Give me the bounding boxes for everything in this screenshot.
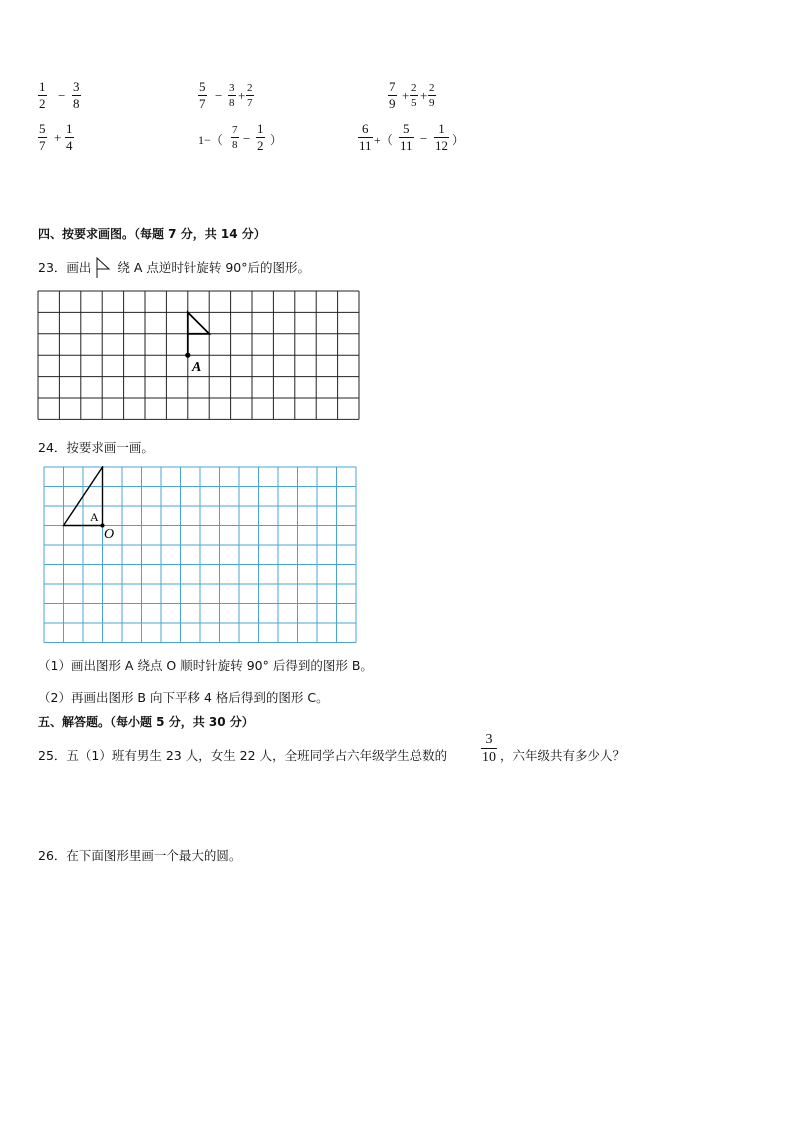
fraction: 1 2 xyxy=(257,121,264,153)
question-23 xyxy=(38,257,310,279)
operator: − xyxy=(243,131,251,146)
fraction: 2 9 xyxy=(429,82,435,109)
fraction: 5 7 xyxy=(39,121,46,153)
point-o-label: O xyxy=(104,527,115,542)
q25-text: 25．五（1）班有男生 23 人，女生 22 人，全班同学占六年级学生总数的 xyxy=(38,748,448,763)
q25-tail: ，六年级共有多少人？ xyxy=(500,748,626,763)
fraction: 5 7 xyxy=(199,79,206,111)
question-24-sub1: （1）画出图形 A 绕点 O 顺时针旋转 90° 后得到的图形 B。 xyxy=(38,658,373,673)
triangle-a-label: A xyxy=(90,510,99,524)
section4-heading: 四、按要求画图。（每题 7 分，共 14 分） xyxy=(38,227,266,241)
flag-figure xyxy=(185,312,209,375)
fraction: 1 4 xyxy=(66,121,73,153)
operator: + xyxy=(238,88,246,103)
point-a-label: A xyxy=(192,360,202,375)
q23-suffix: 绕 A 点逆时针旋转 90°后的图形。 xyxy=(117,260,311,275)
fraction: 7 8 xyxy=(232,124,238,151)
question-24-title: 24．按要求画一画。 xyxy=(38,440,154,455)
grid-lines xyxy=(44,467,356,643)
section5-heading: 五、解答题。（每小题 5 分，共 30 分） xyxy=(38,715,254,729)
operator: ） xyxy=(452,133,465,147)
operator: +（ xyxy=(374,133,393,147)
flag-shape-icon xyxy=(95,257,113,279)
question-25 xyxy=(38,746,447,764)
q25-fraction: 3 10 xyxy=(482,732,496,765)
operator: − xyxy=(215,88,223,103)
fraction: 6 11 xyxy=(359,121,372,153)
operator: − xyxy=(58,88,66,103)
grid-q23 xyxy=(37,290,361,421)
triangle-a xyxy=(64,467,115,542)
fraction: 3 8 xyxy=(229,82,235,109)
grid-lines xyxy=(38,291,359,419)
operator: ） xyxy=(270,133,283,147)
fraction: 5 11 xyxy=(400,121,413,153)
operator: + xyxy=(54,130,62,145)
fraction: 2 7 xyxy=(247,82,253,109)
operator: − xyxy=(420,131,428,146)
operator: + xyxy=(420,88,428,103)
point-a xyxy=(185,353,190,358)
grid-q24 xyxy=(43,466,359,644)
fraction: 3 8 xyxy=(73,79,80,111)
operator: 1−（ xyxy=(198,133,223,147)
fraction: 7 9 xyxy=(389,79,396,111)
operator: + xyxy=(402,88,410,103)
fraction: 2 5 xyxy=(411,82,417,109)
fraction: 1 12 xyxy=(435,121,448,153)
question-24-sub2: （2）再画出图形 B 向下平移 4 格后得到的图形 C。 xyxy=(38,690,329,705)
question-26: 26．在下面图形里画一个最大的圆。 xyxy=(38,848,242,863)
fraction: 1 2 xyxy=(39,79,46,111)
q23-prefix: 23．画出 xyxy=(38,260,92,275)
